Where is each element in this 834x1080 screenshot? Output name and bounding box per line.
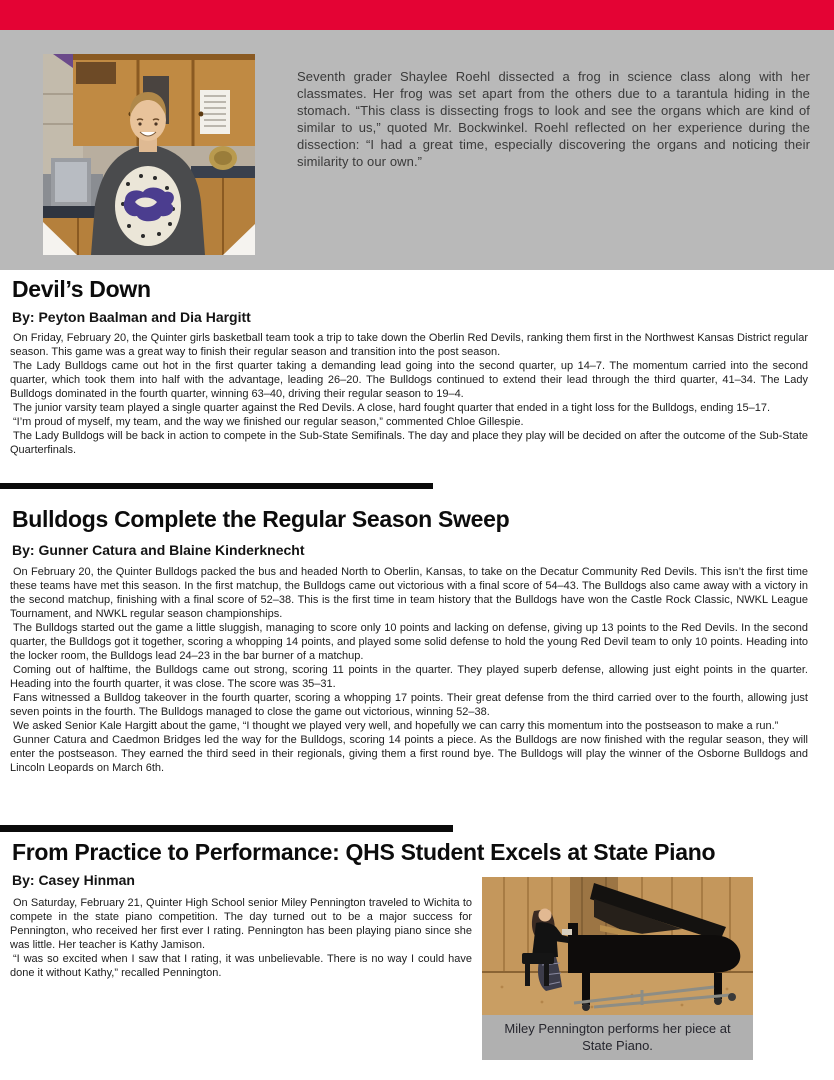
article-1-byline: By: Peyton Baalman and Dia Hargitt xyxy=(12,309,251,325)
article-3-byline: By: Casey Hinman xyxy=(12,872,135,888)
article-2-paragraph: Coming out of halftime, the Bulldogs came out strong, scoring 11 points in the quarter. They played superb defense, allowing just eight points in the quarter. Heading into the fourth quarter, it was close. The score was 35–31. xyxy=(10,664,808,690)
piano-photo-caption: Miley Pennington performs her piece at State Piano. xyxy=(482,1015,753,1060)
article-1-body xyxy=(10,331,808,481)
article-1-title: Devil’s Down xyxy=(12,276,151,302)
student-classroom-illustration xyxy=(43,54,255,255)
article-2-paragraph: The Bulldogs started out the game a little sluggish, managing to score only 10 points and lacking on defense, giving up 13 points to the Red Devils. In the second quarter, the Bulldogs got it together, scoring a whopping 14 points, and played some solid defense to hold the young Red Devil team to only 10 points. Heading into the locker room, the Bulldogs lead 24–23 in the bar burner of a matchup. xyxy=(10,622,808,662)
hero-section xyxy=(0,30,834,270)
article-3-title: From Practice to Performance: QHS Student Excels at State Piano xyxy=(12,839,716,865)
section-divider xyxy=(0,825,453,832)
top-red-bar xyxy=(0,0,834,30)
piano-performance-photo xyxy=(482,877,753,1015)
article-1-paragraph: The Lady Bulldogs will be back in action to compete in the Sub-State Semifinals. The day and place they play will be decided on after the outcome of the Sub-State Quarterfinals. xyxy=(10,430,808,456)
article-2-paragraph: Gunner Catura and Caedmon Bridges led the way for the Bulldogs, scoring 14 points a piece. As the Bulldogs are now finished with the regular season, they will enter the postseason. They earned the third seed in their regionals, giving them a first round bye. The Bulldogs will play the winner of the Osborne Bulldogs and Lincoln Leopards on March 6th. xyxy=(10,734,808,774)
article-1-paragraph: The Lady Bulldogs came out hot in the first quarter taking a demanding lead going into the second quarter, up 14–7. The momentum carried into the second quarter, which took them into half with the advantage, leading 26–20. The Bulldogs continued to extend their lead through the third quarter, 41–34. The Lady Bulldogs dominated in the fourth quarter, winning 63–40, driving their regular season to 19–4. xyxy=(10,360,808,400)
article-2-paragraph: We asked Senior Kale Hargitt about the game, “I thought we played very well, and hopefully we can carry this momentum into the postseason to make a run.” xyxy=(13,720,779,732)
article-2-paragraph: On February 20, the Quinter Bulldogs packed the bus and headed North to Oberlin, Kansas, to take on the Decatur Community Red Devils. This isn’t the first time these teams have met this season. In the first matchup, the Bulldogs came out victorious with a final score of 54–43. The Bulldogs also came away with a victory in the second matchup, finishing with a final score of 52–38. This is the first time in team history that the Bulldogs have won the Castle Rock Classic, NWKL League Tournament, and NWKL regular season championships. xyxy=(10,566,808,620)
article-2-byline: By: Gunner Catura and Blaine Kinderknecht xyxy=(12,542,305,558)
hero-paragraph: Seventh grader Shaylee Roehl dissected a frog in science class along with her classmates. Her frog was set apart from the others due to a tarantula hiding in the stomach. “This class is dissecting frogs to look and see the organs which are kind of similar to us,” quoted Mr. Bockwinkel. Roehl reflected on her experience during the dissection: “I had a great time, especially discovering the organs and noticing their similarity to our own.” xyxy=(297,69,810,169)
article-3-paragraph: “I was so excited when I saw that I rating, it was unbelievable. There is no way I could have done it without Kathy,” recalled Pennington. xyxy=(10,953,472,979)
student-classroom-photo xyxy=(43,54,255,255)
article-3-body xyxy=(10,896,472,1013)
article-2-title: Bulldogs Complete the Regular Season Sweep xyxy=(12,506,510,532)
article-1-paragraph: On Friday, February 20, the Quinter girls basketball team took a trip to take down the Oberlin Red Devils, ranking them first in the Northwest Kansas District regular season. This game was a great way to finish their regular season and transition into the post season. xyxy=(10,332,808,358)
section-divider xyxy=(0,483,433,489)
piano-performance-illustration xyxy=(482,877,753,1015)
article-3-paragraph: On Saturday, February 21, Quinter High School senior Miley Pennington traveled to Wichita to compete in the state piano competition. The day turned out to be a major success for Pennington, who received her first ever I rating. Pennington has been playing piano since she was little. Her teacher is Kathy Jamison. xyxy=(10,897,472,951)
article-1-paragraph: “I’m proud of myself, my team, and the way we finished our regular season,” commented Chloe Gillespie. xyxy=(13,416,524,428)
article-2-paragraph: Fans witnessed a Bulldog takeover in the fourth quarter, scoring a whopping 17 points. Their great defense from the third carried over to the fourth, allowing just seven points in the fourth. The Bulldogs managed to close the game out victorious, winning 52–38. xyxy=(10,692,808,718)
article-2-body xyxy=(10,565,808,822)
article-1-paragraph: The junior varsity team played a single quarter against the Red Devils. A close, hard fought quarter that ended in a tight loss for the Bulldogs, ending 15–17. xyxy=(13,402,771,414)
